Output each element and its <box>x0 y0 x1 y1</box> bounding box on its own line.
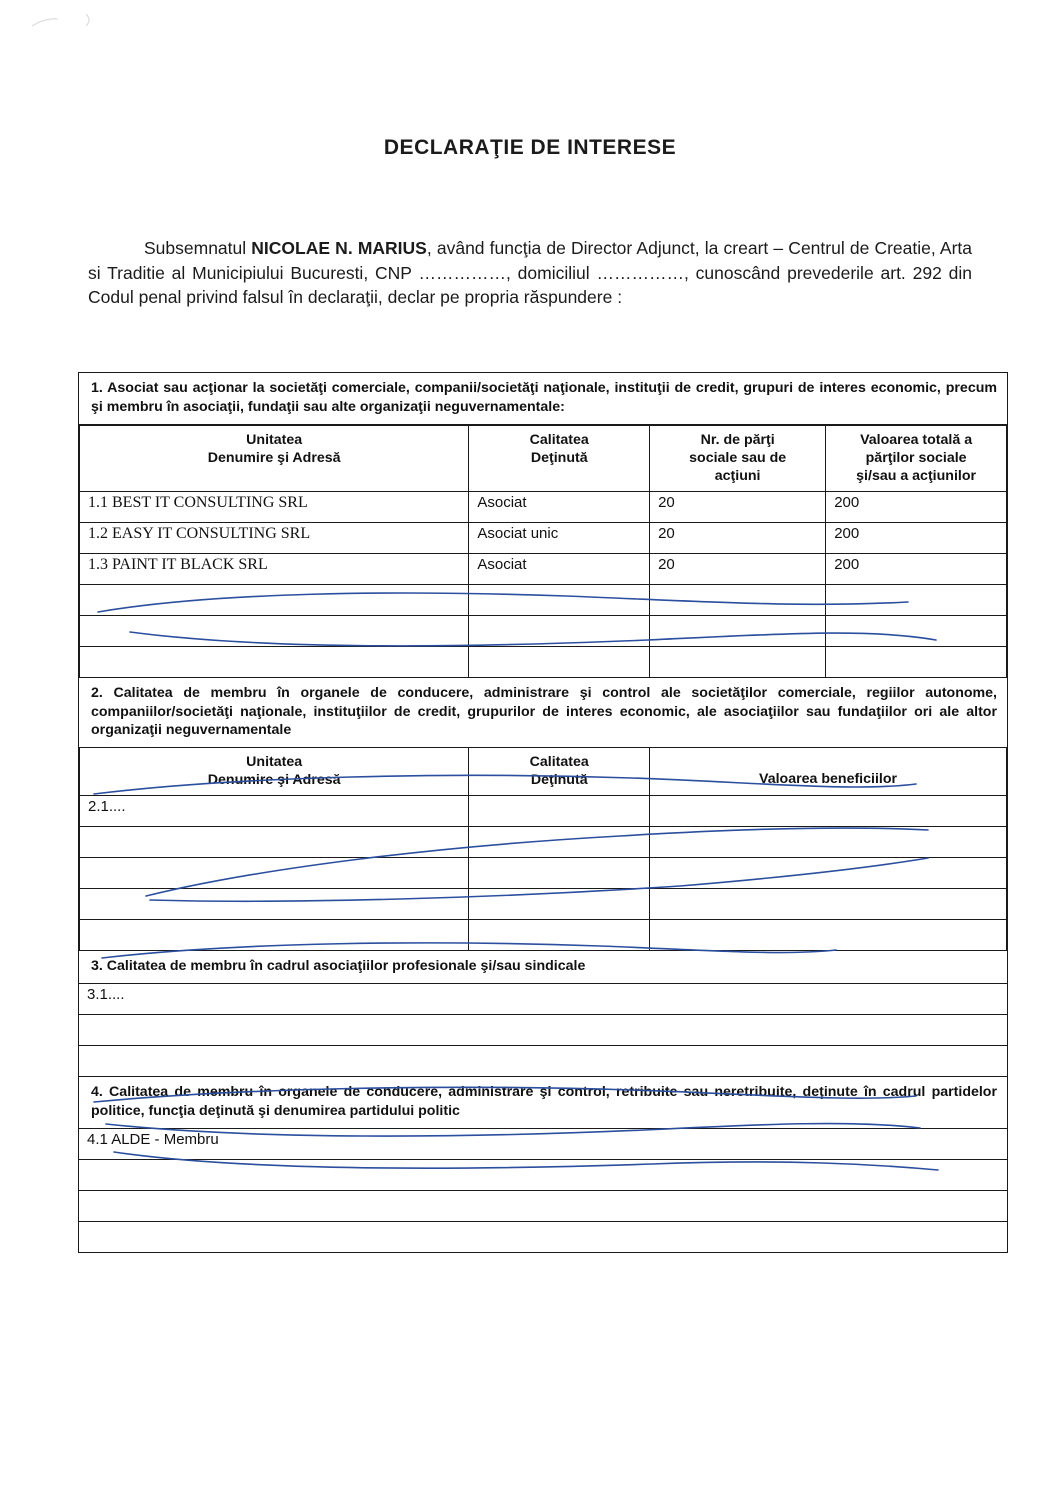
cell-parti: 20 <box>650 492 826 523</box>
table-row <box>80 857 1007 888</box>
section-3-table <box>79 984 1007 1076</box>
section-1-table <box>79 425 1007 678</box>
cell-valoare <box>826 585 1007 616</box>
table-row <box>80 888 1007 919</box>
cell-calitate <box>469 585 650 616</box>
section-3-heading: 3. Calitatea de membru în cadrul asociaţiilor profesionale şi/sau sindicale <box>79 951 1007 984</box>
cell-calitate <box>469 647 650 678</box>
col-calitate: Calitatea Deţinută <box>469 748 650 796</box>
table-row <box>80 554 1007 585</box>
cell-valoare <box>650 919 1007 950</box>
table-row <box>79 1014 1007 1045</box>
cell-calitate: Asociat <box>469 492 650 523</box>
cell-valoare <box>650 826 1007 857</box>
table-row <box>79 1190 1007 1221</box>
cell-unit <box>80 919 469 950</box>
cell-calitate <box>469 919 650 950</box>
col-unit: Unitatea Denumire şi Adresă <box>80 748 469 796</box>
cell-unit: 1.2 EASY IT CONSULTING SRL <box>80 523 469 554</box>
cell-calitate: Asociat <box>469 554 650 585</box>
cell-calitate: Asociat unic <box>469 523 650 554</box>
cell-valoare: 200 <box>826 492 1007 523</box>
cell-unit <box>80 888 469 919</box>
table-row <box>79 1129 1007 1160</box>
table-row <box>79 1159 1007 1190</box>
table-row <box>79 984 1007 1015</box>
intro-paragraph <box>88 236 972 310</box>
col-unit: Unitatea Denumire şi Adresă <box>80 426 469 492</box>
table-row <box>79 1045 1007 1076</box>
cell-unit <box>80 647 469 678</box>
table-row <box>80 523 1007 554</box>
table-row <box>80 492 1007 523</box>
col-calitate: Calitatea Deţinută <box>469 426 650 492</box>
cell-unit <box>80 585 469 616</box>
table-row <box>80 826 1007 857</box>
section-1-heading: 1. Asociat sau acţionar la societăţi comerciale, companii/societăţi naţionale, instituţii de credit, grupuri de interes economic, precum şi membru în asociaţii, fundaţii sau alte organizaţii neguvernamentale: <box>79 373 1007 425</box>
declaration-table <box>78 372 1008 1253</box>
cell-unit <box>80 826 469 857</box>
scan-artifact <box>28 10 106 32</box>
table-row <box>79 1221 1007 1252</box>
section-2-heading: 2. Calitatea de membru în organele de conducere, administrare şi control ale societăţilor comerciale, regiilor autonome, companiilor/societăţi naţionale, instituţiilor de credit, grupurilor de interes economic, ale asociaţiilor sau fundaţiilor ori ale altor organizaţii neguvernamentale <box>79 678 1007 748</box>
cell-calitate <box>469 857 650 888</box>
cell-valoare: 200 <box>826 523 1007 554</box>
cell-row <box>79 1221 1007 1252</box>
cell-row <box>79 1045 1007 1076</box>
table-header-row <box>80 748 1007 796</box>
declarant-name: NICOLAE N. MARIUS <box>251 238 427 258</box>
cell-unit <box>80 616 469 647</box>
cell-unit <box>80 857 469 888</box>
cell-calitate <box>469 888 650 919</box>
col-nr-parti: Nr. de părţi sociale sau de acţiuni <box>650 426 826 492</box>
cell-valoare <box>826 647 1007 678</box>
cell-unit: 2.1.... <box>80 795 469 826</box>
table-row <box>80 919 1007 950</box>
cell-parti <box>650 616 826 647</box>
table-row <box>80 616 1007 647</box>
intro-lead: Subsemnatul <box>144 238 252 258</box>
cell-parti <box>650 647 826 678</box>
cell-valoare <box>650 888 1007 919</box>
section-2-table <box>79 748 1007 951</box>
cell-valoare: 200 <box>826 554 1007 585</box>
cell-valoare <box>650 857 1007 888</box>
cell-row: 3.1.... <box>79 984 1007 1015</box>
table-row <box>80 795 1007 826</box>
cell-calitate <box>469 795 650 826</box>
cell-calitate <box>469 826 650 857</box>
col-valoare: Valoarea totală a părţilor sociale şi/sau a acţiunilor <box>826 426 1007 492</box>
cell-row <box>79 1159 1007 1190</box>
page-title: DECLARAŢIE DE INTERESE <box>383 136 677 159</box>
intro-rest: , având funcţia de Director Adjunct, la creart – Centrul de Creatie, Arta si Traditie al Municipiului Bucuresti, CNP ……………, domiciliul ……………, cunoscând prevederile art. 292 din Codul penal privind falsul în declaraţii, declar pe propria răspundere : <box>88 238 973 307</box>
cell-row <box>79 1014 1007 1045</box>
cell-valoare <box>650 795 1007 826</box>
cell-unit: 1.3 PAINT IT BLACK SRL <box>80 554 469 585</box>
table-row <box>80 647 1007 678</box>
cell-valoare <box>826 616 1007 647</box>
table-row <box>80 585 1007 616</box>
section-4-table <box>79 1129 1007 1252</box>
cell-parti: 20 <box>650 554 826 585</box>
section-4-heading: 4. Calitatea de membru în organele de conducere, administrare şi control, retribuite sau neretribuite, deţinute în cadrul partidelor politice, funcţia deţinută şi denumirea partidului politic <box>79 1076 1007 1129</box>
cell-row <box>79 1190 1007 1221</box>
col-valoare-beneficii: Valoarea beneficiilor <box>650 748 1007 796</box>
cell-row: 4.1 ALDE - Membru <box>79 1129 1007 1160</box>
cell-parti <box>650 585 826 616</box>
table-header-row <box>80 426 1007 492</box>
cell-unit: 1.1 BEST IT CONSULTING SRL <box>80 492 469 523</box>
cell-parti: 20 <box>650 523 826 554</box>
cell-calitate <box>469 616 650 647</box>
